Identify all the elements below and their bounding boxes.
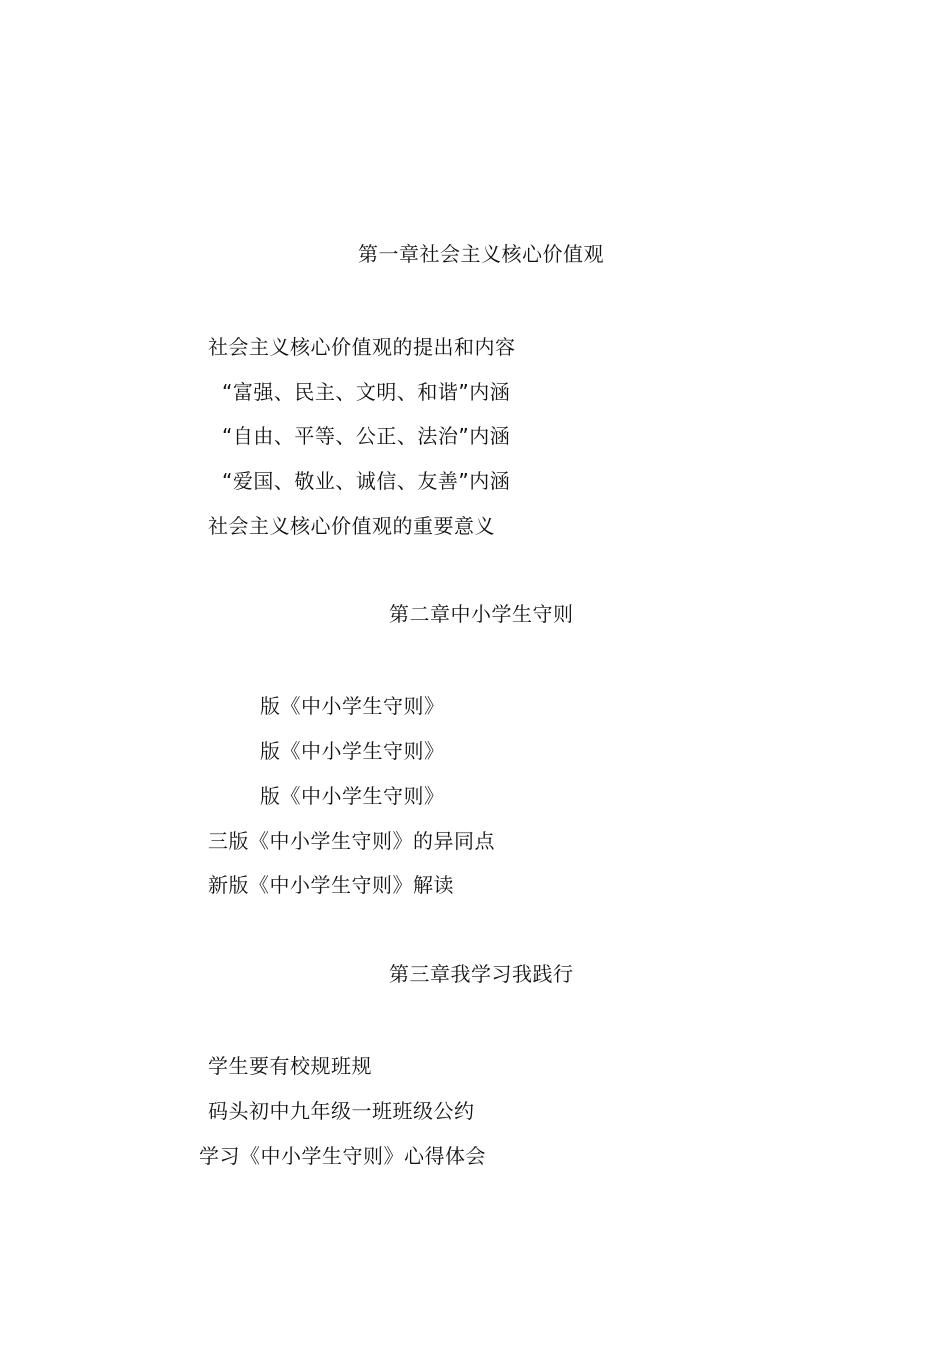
chapter-3-title: 第三章我学习我践行 bbox=[389, 962, 574, 986]
toc-item: 学生要有校规班规 bbox=[208, 1054, 372, 1078]
toc-item: 版《中小学生守则》 bbox=[260, 694, 445, 718]
toc-item: 版《中小学生守则》 bbox=[260, 784, 445, 808]
toc-item: 社会主义核心价值观的重要意义 bbox=[208, 514, 495, 538]
toc-item: 版《中小学生守则》 bbox=[260, 739, 445, 763]
chapter-2-title: 第二章中小学生守则 bbox=[389, 602, 574, 626]
toc-item: “自由、平等、公正、法治”内涵 bbox=[222, 424, 511, 448]
toc-item: “爱国、敬业、诚信、友善”内涵 bbox=[222, 469, 511, 493]
toc-item: 社会主义核心价值观的提出和内容 bbox=[208, 335, 516, 359]
toc-item: 码头初中九年级一班班级公约 bbox=[208, 1099, 475, 1123]
toc-item: “富强、民主、文明、和谐”内涵 bbox=[222, 380, 511, 404]
chapter-1-title: 第一章社会主义核心价值观 bbox=[358, 242, 604, 266]
toc-item: 三版《中小学生守则》的异同点 bbox=[208, 829, 495, 853]
toc-item: 学习《中小学生守则》心得体会 bbox=[199, 1144, 486, 1168]
toc-item: 新版《中小学生守则》解读 bbox=[208, 873, 454, 897]
